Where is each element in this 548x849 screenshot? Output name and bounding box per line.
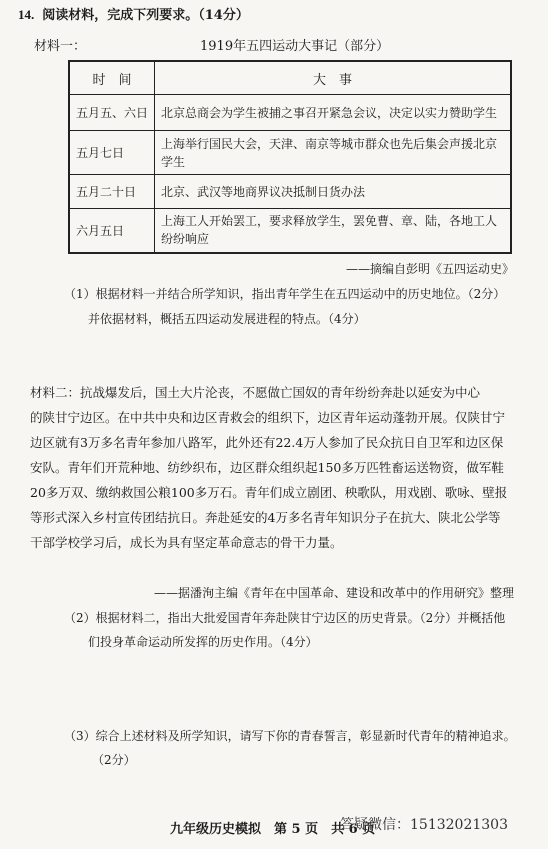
- page-footer: 九年级历史模拟 第 5 页 共 6 页: [170, 822, 376, 837]
- events-table: [68, 60, 512, 254]
- row-event: 北京、武汉等地商界议决抵制日货办法: [155, 175, 512, 209]
- row-time: 五月五、六日: [69, 95, 155, 131]
- table-row: [69, 95, 511, 131]
- row-time: 五月七日: [69, 131, 155, 175]
- table-row: [69, 209, 511, 253]
- row-event: 北京总商会为学生被捕之事召开紧急会议，决定以实力赞助学生: [155, 95, 512, 131]
- row-time: 五月二十日: [69, 175, 155, 209]
- question-number: 14.: [18, 7, 35, 22]
- q2-prompt-line1: （2）根据材料二，指出大批爱国青年奔赴陕甘宁边区的历史背景。（2分）并概括他: [64, 611, 506, 625]
- q2-prompt-line2: 们投身革命运动所发挥的历史作用。（4分）: [88, 635, 318, 649]
- table-row: [69, 131, 511, 175]
- q1-prompt-line1: （1）根据材料一并结合所学知识，指出青年学生在五四运动中的历史地位。（2分）: [64, 287, 506, 301]
- material2-source: ——据潘洵主编《青年在中国革命、建设和改革中的作用研究》整理: [153, 586, 514, 600]
- question-title: 阅读材料，完成下列要求。（14分）: [42, 8, 249, 23]
- row-event: 上海举行国民大会，天津、南京等城市群众也先后集会声援北京学生: [155, 131, 512, 175]
- row-time: 六月五日: [69, 209, 155, 253]
- header-event: 大 事: [155, 61, 512, 95]
- table-header-row: [69, 61, 511, 95]
- material2-line: 干部学校学习后，成长为具有坚定革命意志的骨干力量。: [30, 535, 343, 550]
- q3-prompt-line2: （2分）: [92, 753, 136, 767]
- material2-line: 边区就有3万多名青年参加八路军，此外还有22.4万人参加了民众抗日自卫军和边区保: [30, 435, 504, 450]
- material2-line: 的陕甘宁边区。在中共中央和边区青救会的组织下，边区青年运动蓬勃开展。仅陕甘宁: [30, 410, 506, 425]
- material1-source: ——摘编自彭明《五四运动史》: [345, 262, 514, 276]
- material1-label: 材料一：: [34, 39, 87, 54]
- material1-caption: 1919年五四运动大事记（部分）: [200, 39, 390, 54]
- q1-prompt-line2: 并依据材料，概括五四运动发展进程的特点。（4分）: [88, 312, 366, 326]
- material2-line: 安队。青年们开荒种地、纺纱织布，边区群众组织起150多万匹牲畜运送物资，做军鞋: [30, 460, 504, 475]
- material2-line: 等形式深入乡村宣传团结抗日。奔赴延安的4万多名青年知识分子在抗大、陕北公学等: [30, 510, 501, 525]
- table-row: [69, 175, 511, 209]
- material2-line: 20多万双、缴纳救国公粮100多万石。青年们成立剧团、秧歌队，用戏剧、歌咏、壁报: [30, 485, 508, 500]
- material2-text: [30, 380, 518, 555]
- question-header: [18, 6, 249, 25]
- material2-line: 材料二：抗战爆发后，国土大片沦丧，不愿做亡国奴的青年纷纷奔赴以延安为中心: [30, 385, 481, 400]
- contact-watermark: 答疑微信：15132021303: [340, 817, 508, 833]
- row-event: 上海工人开始罢工，要求释放学生，罢免曹、章、陆，各地工人纷纷响应: [155, 209, 512, 253]
- q3-prompt-line1: （3）综合上述材料及所学知识，请写下你的青春誓言，彰显新时代青年的精神追求。: [64, 729, 516, 743]
- header-time: 时 间: [69, 61, 155, 95]
